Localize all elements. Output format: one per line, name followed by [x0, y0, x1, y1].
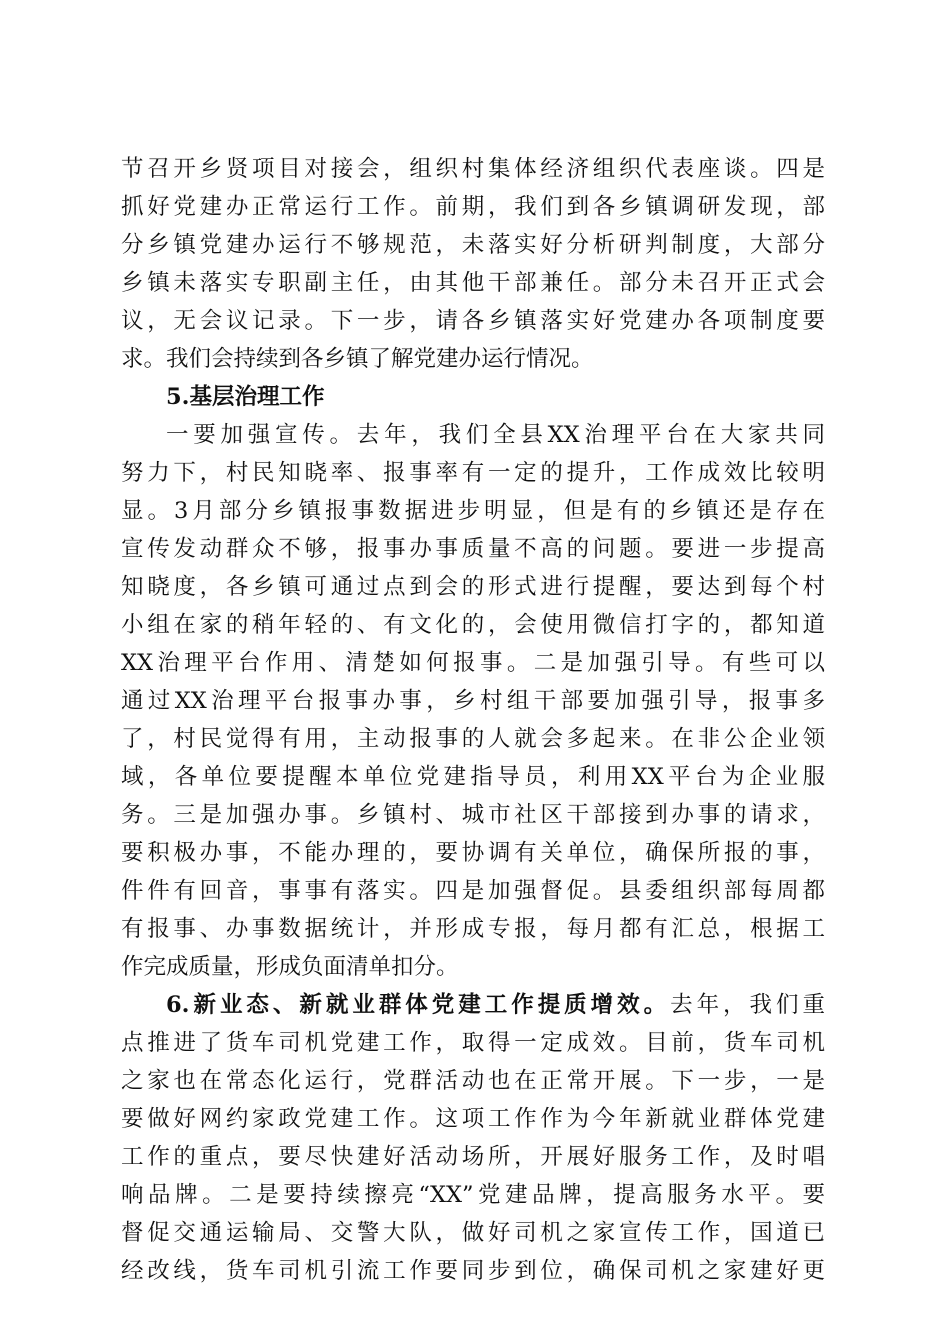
text-line: 宣传发动群众不够，报事办事质量不高的问题。要进一步提高	[121, 536, 825, 562]
text-line: 分乡镇党建办运行不够规范，未落实好分析研判制度，大部分	[121, 232, 825, 258]
text-line: 抓好党建办正常运行工作。前期，我们到各乡镇调研发现，部	[121, 194, 825, 220]
text-line: 务。三是加强办事。乡镇村、城市社区干部接到办事的请求，	[121, 802, 825, 828]
text-line: 显。3月部分乡镇报事数据进步明显，但是有的乡镇还是存在	[121, 498, 825, 524]
text-line: 一要加强宣传。去年，我们全县XX治理平台在大家共同	[166, 422, 825, 448]
text-fragment: 去年，我们重	[670, 992, 825, 1018]
text-line: 域，各单位要提醒本单位党建指导员，利用XX平台为企业服	[121, 764, 825, 790]
text-line: 作完成质量，形成负面清单扣分。	[121, 954, 459, 980]
text-line: 努力下，村民知晓率、报事率有一定的提升，工作成效比较明	[121, 460, 825, 486]
text-line: 要做好网约家政党建工作。这项工作作为今年新就业群体党建	[121, 1106, 825, 1132]
section-5	[121, 378, 825, 986]
text-line: 响品牌。二是要持续擦亮“XX”党建品牌，提高服务水平。要	[121, 1182, 825, 1208]
text-line: 乡镇未落实专职副主任，由其他干部兼任。部分未召开正式会	[121, 270, 825, 296]
text-line: 了，村民觉得有用，主动报事的人就会多起来。在非公企业领	[121, 726, 825, 752]
text-line: 经改线，货车司机引流工作要同步到位，确保司机之家建好更	[121, 1258, 825, 1284]
paragraph-intro	[121, 150, 825, 378]
text-line: 工作的重点，要尽快建好活动场所，开展好服务工作，及时唱	[121, 1144, 825, 1170]
section-heading: 5.基层治理工作	[166, 384, 325, 410]
document-body	[121, 150, 825, 1290]
text-line: 要积极办事，不能办理的，要协调有关单位，确保所报的事，	[121, 840, 825, 866]
text-line: 知晓度，各乡镇可通过点到会的形式进行提醒，要达到每个村	[121, 574, 825, 600]
text-line: XX治理平台作用、清楚如何报事。二是加强引导。有些可以	[121, 650, 825, 676]
text-line: 求。我们会持续到各乡镇了解党建办运行情况。	[121, 346, 594, 372]
section-6	[121, 986, 825, 1290]
text-line: 节召开乡贤项目对接会，组织村集体经济组织代表座谈。四是	[121, 156, 825, 182]
text-line: 点推进了货车司机党建工作，取得一定成效。目前，货车司机	[121, 1030, 825, 1056]
text-line: 督促交通运输局、交警大队，做好司机之家宣传工作，国道已	[121, 1220, 825, 1246]
section-heading-line	[121, 986, 825, 1024]
text-line: 小组在家的稍年轻的、有文化的，会使用微信打字的，都知道	[121, 612, 825, 638]
text-line: 通过XX治理平台报事办事，乡村组干部要加强引导，报事多	[121, 688, 825, 714]
text-line: 之家也在常态化运行，党群活动也在正常开展。下一步，一是	[121, 1068, 825, 1094]
text-line: 有报事、办事数据统计，并形成专报，每月都有汇总，根据工	[121, 916, 825, 942]
text-line: 议，无会议记录。下一步，请各乡镇落实好党建办各项制度要	[121, 308, 825, 334]
section-heading: 6.新业态、新就业群体党建工作提质增效。	[166, 992, 671, 1018]
text-line: 件件有回音，事事有落实。四是加强督促。县委组织部每周都	[121, 878, 825, 904]
